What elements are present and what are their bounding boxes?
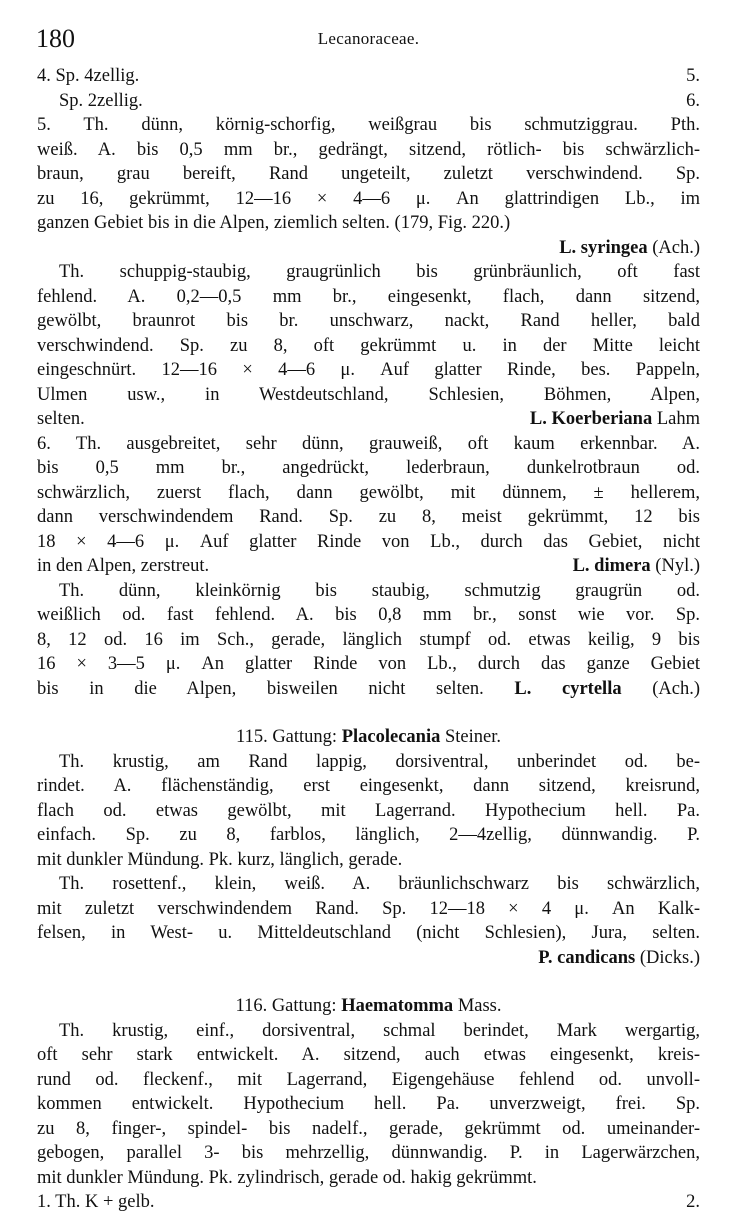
line-left-text: 4. Sp. 4zellig. [37,66,140,86]
text-line [37,897,700,922]
species-name: L. dimera [572,556,651,576]
text-line [37,1166,700,1191]
text-line [37,603,700,628]
species-name-line [37,946,700,971]
section-spacer [37,970,700,994]
line-text: bis 0,5 mm br., angedrückt, lederbraun, dunkelrotbraun od. [37,458,700,478]
line-text: 5. Th. dünn, körnig-schorfig, weißgrau bis schmutziggrau. Pth. [37,115,700,135]
text-line [37,921,700,946]
text-line [37,358,700,383]
line-text: oft sehr stark entwickelt. A. sitzend, auch etwas eingesenkt, kreis- [37,1045,700,1065]
line-text: weißlich od. fast fehlend. A. bis 0,8 mm br., sonst wie vor. Sp. [37,605,700,625]
text-line [37,1141,700,1166]
text-line [37,677,700,702]
line-text: Th. rosettenf., klein, weiß. A. bräunlichschwarz bis schwärzlich, [59,874,700,894]
line-right-text [573,554,700,579]
line-text: Th. krustig, einf., dorsiventral, schmal berindet, Mark wergartig, [59,1020,700,1041]
line-text: kommen entwickelt. Hypothecium hell. Pa. unverzweigt, frei. Sp. [37,1094,700,1114]
text-line [37,113,700,138]
text-line [37,1092,700,1117]
line-text: 116. Gattung: [235,996,342,1016]
line-right-text: 5. [686,66,700,86]
line-text: eingeschnürt. 12—16 × 4—6 μ. Auf glatter Rinde, bes. Pappeln, [37,360,700,380]
line-left-text: 1. Th. K + gelb. [37,1192,155,1212]
line-text: braun, grau bereift, Rand ungeteilt, zuletzt verschwindend. Sp. [37,164,700,184]
text-line [37,456,700,481]
species-author: Mass. [453,996,502,1016]
line-text: gebogen, parallel 3- bis mehrzellig, dünnwandig. P. in Lagerwärzchen, [37,1143,700,1163]
line-right-text: 6. [686,90,700,111]
line-text: gewölbt, braunrot bis br. unschwarz, nackt, Rand heller, bald [37,311,700,331]
species-author: (Nyl.) [650,556,700,576]
line-left-text: in den Alpen, zerstreut. [37,556,210,576]
species-name: P. candicans [538,947,636,968]
line-text: Th. dünn, kleinkörnig bis staubig, schmutzig graugrün od. [59,580,700,601]
genus-heading [37,994,700,1019]
species-name: L. cyrtella [514,678,622,699]
line-text: fehlend. A. 0,2—0,5 mm br., eingesenkt, flach, dann sitzend, [37,286,700,307]
text-line [37,554,700,579]
page-header [36,22,701,56]
species-author: Steiner. [440,727,501,747]
text-line [37,750,700,775]
text-line [37,848,700,873]
text-line [37,774,700,799]
text-line [37,407,700,432]
text-line [37,211,700,236]
line-text: mit zuletzt verschwindendem Rand. Sp. 12—18 × 4 μ. An Kalk- [37,898,700,919]
text-line [37,823,700,848]
line-text: bis in die Alpen, bisweilen nicht selten. [37,678,484,699]
species-author: (Dicks.) [635,947,700,968]
text-line [37,1043,700,1068]
text-line [37,628,700,653]
line-right-text: 2. [686,1192,700,1212]
text-line [37,652,700,677]
text-line [37,872,700,897]
line-text: 6. Th. ausgebreitet, sehr dünn, grauweiß, oft kaum erkennbar. A. [37,433,700,454]
line-left-text: Sp. 2zellig. [59,90,143,111]
text-line [37,138,700,163]
line-text: Th. schuppig-staubig, graugrünlich bis grünbräunlich, oft fast [59,262,700,282]
line-text: felsen, in West- u. Mitteldeutschland (nicht Schlesien), Jura, selten. [37,923,700,943]
text-line [37,579,700,604]
text-line [37,530,700,555]
line-text: einfach. Sp. zu 8, farblos, länglich, 2—4zellig, dünnwandig. P. [37,825,700,845]
line-text: 8, 12 od. 16 im Sch., gerade, länglich stumpf od. etwas keilig, 9 bis [37,629,700,650]
line-text: weiß. A. bis 0,5 mm br., gedrängt, sitzend, rötlich- bis schwärzlich- [37,139,700,160]
species-name: L. syringea [559,237,648,258]
species-name: L. Koerberiana [529,409,653,429]
species-name-line [37,236,700,261]
line-text: dann verschwindendem Rand. Sp. zu 8, meist gekrümmt, 12 bis [37,507,700,527]
genus-heading [37,725,700,750]
text-line [37,285,700,310]
species-author: (Ach.) [621,678,700,699]
text-line [37,383,700,408]
species-author: Lahm [652,409,700,429]
line-right-text [530,407,700,432]
text-line [37,309,700,334]
line-text: mit dunkler Mündung. Pk. kurz, länglich, gerade. [37,849,403,870]
line-text: 115. Gattung: [236,727,342,747]
text-line [37,260,700,285]
species-author: (Ach.) [647,237,700,258]
text-line [37,505,700,530]
text-line [37,1019,700,1044]
running-head: Lecanoraceae. [317,29,420,48]
text-line [37,1117,700,1142]
text-line [37,162,700,187]
text-line [37,1068,700,1093]
line-text: Th. krustig, am Rand lappig, dorsiventral, unberindet od. be- [59,751,700,772]
text-line [37,187,700,212]
line-text: flach od. etwas gewölbt, mit Lagerrand. Hypothecium hell. Pa. [37,800,700,821]
page-body [37,64,700,1215]
text-line [37,799,700,824]
section-spacer [37,701,700,725]
line-text: zu 16, gekrümmt, 12—16 × 4—6 μ. An glattrindigen Lb., im [37,188,700,209]
line-left-text: selten. [37,409,85,429]
line-text: rund od. fleckenf., mit Lagerrand, Eigengehäuse fehlend od. unvoll- [37,1069,700,1090]
line-text: 18 × 4—6 μ. Auf glatter Rinde von Lb., durch das Gebiet, nicht [37,531,700,552]
text-line [37,334,700,359]
line-text: 16 × 3—5 μ. An glatter Rinde von Lb., durch das ganze Gebiet [37,654,700,674]
species-name: Haematomma [341,996,454,1016]
line-text: Ulmen usw., in Westdeutschland, Schlesien, Böhmen, Alpen, [37,384,700,405]
line-text: mit dunkler Mündung. Pk. zylindrisch, gerade od. hakig gekrümmt. [37,1167,537,1188]
species-name: Placolecania [341,727,441,747]
line-text: rindet. A. flächenständig, erst eingesenkt, dann sitzend, kreisrund, [37,776,700,796]
text-line [37,481,700,506]
page-number: 180 [36,24,75,53]
text-line [37,89,700,114]
line-text: ganzen Gebiet bis in die Alpen, ziemlich selten. (179, Fig. 220.) [37,213,511,233]
line-text: zu 8, finger-, spindel- bis nadelf., gerade, gekrümmt od. umeinander- [37,1118,700,1139]
text-line [37,432,700,457]
line-text: verschwindend. Sp. zu 8, oft gekrümmt u. in der Mitte leicht [37,335,700,356]
text-line [37,64,700,89]
text-line [37,1190,700,1215]
line-text: schwärzlich, zuerst flach, dann gewölbt, mit dünnem, ± hellerem, [37,482,700,503]
